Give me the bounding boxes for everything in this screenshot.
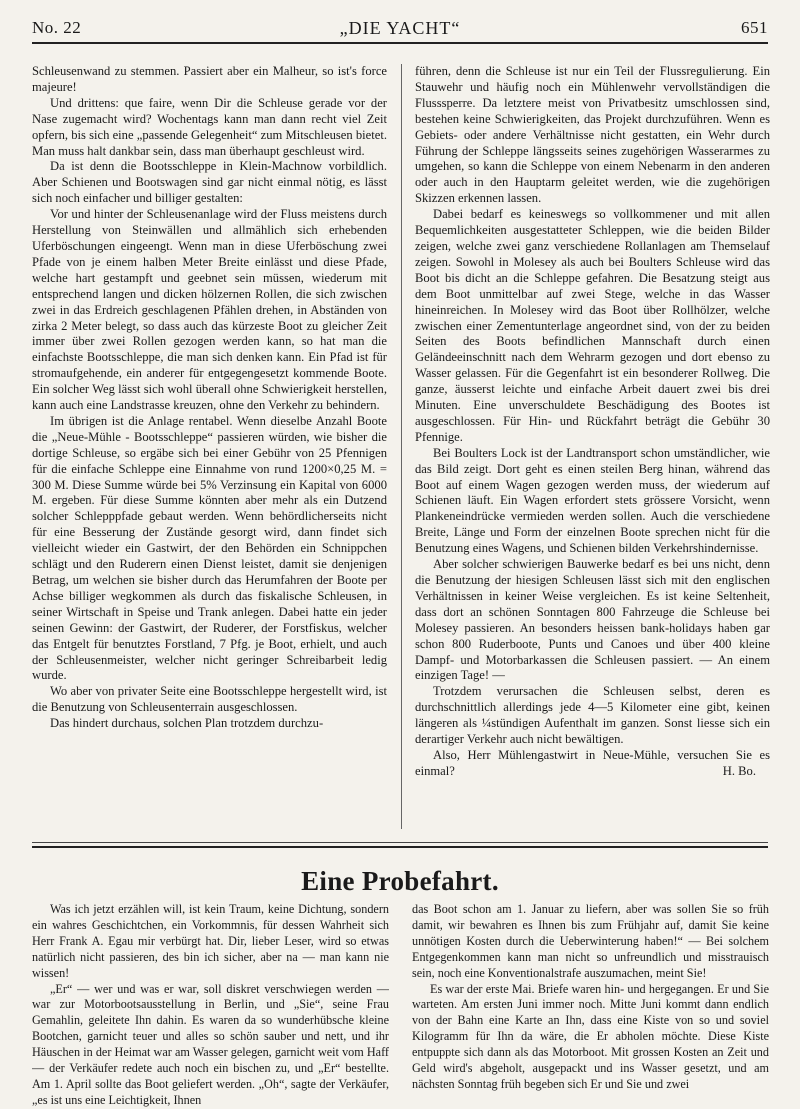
paragraph: Trotzdem verursachen die Schleusen selbst, deren es durchschnittlich allerdings jede 4—5 Kilometer eine gibt, keinen längeren als ¼stündigen Aufenthalt im ganzen. Sonst liesse sich ein derartiger Verkehr auch nicht bewältigen. xyxy=(415,684,770,747)
paragraph: „Er“ — wer und was er war, soll diskret verschwiegen werden — war zur Motorbootsausstellung in Berlin, und „Sie“, seine Frau Gemahlin, geleitete Ihn dahin. Es waren da so wunderhübsche kleine Bootchen, garnicht teuer und alles so schön sauber und nett, und ihr Häuschen in der Heimat war am Wasser gelegen, garnicht weit vom Haff — der Verkäufer redete auch noch ein bischen zu, und „Er“ bestellte. Am 1. April sollte das Boot geliefert werden. „Oh“, sagte der Verkäufer, „es ist uns eine Leichtigkeit, Ihnen xyxy=(32,981,389,1107)
section-rule-thick xyxy=(32,846,768,848)
article2-title: Eine Probefahrt. xyxy=(301,866,499,896)
paragraph: Da ist denn die Bootsschleppe in Klein-Machnow vorbildlich. Aber Schienen und Bootswagen sind gar nicht einmal nötig, es lässt sich noch einfacher und billiger gestalten: xyxy=(32,159,387,206)
header-rule xyxy=(32,42,768,44)
section-rule-thin xyxy=(32,842,768,843)
author-signature: H. Bo. xyxy=(722,763,756,778)
paragraph: Wo aber von privater Seite eine Bootsschleppe hergestellt wird, ist die Benutzung von Schleusenterrain ausgeschlossen. xyxy=(32,684,387,715)
paragraph: Also, Herr Mühlengastwirt in Neue-Mühle, versuchen Sie es einmal? xyxy=(415,747,770,778)
article2-right-column xyxy=(412,902,769,1109)
column-divider xyxy=(401,64,402,829)
article1-left-column xyxy=(32,64,387,832)
paragraph: das Boot schon am 1. Januar zu liefern, aber was sollen Sie so früh damit, wir bewahren es Ihnen bis zum Frühjahr auf, damit Sie keine unnötigen Kosten durch die Ueberwinterung haben!“ — Bei solchem Entgegenkommen kann man nicht so unfreundlich und misstrauisch sein, noch eine Konventionalstrafe auszumachen, meint Sie! xyxy=(412,902,769,980)
paragraph: Aber solcher schwierigen Bauwerke bedarf es bei uns nicht, denn die Benutzung der hiesigen Schleusen lässt sich mit den englischen Verhältnissen in keiner Weise vergleichen. Es ist keine Seltenheit, dass dort an schönen Sonntagen 800 Fahrzeuge die Schleuse bei Molesey passieren. An besonders heissen bank-holidays haben gar schon 800 Ruderboote, Punts und Canoes und über 400 kleine Dampf- und Motorbarkassen die Schleusen passiert. — An einem einzigen Tage! — xyxy=(415,557,770,683)
paragraph: Vor und hinter der Schleusenanlage wird der Fluss meistens durch Herstellung von Steinwällen und allmählich sich erhebenden Uferböschungen eingeengt. Wenn man in diese Uferböschung zwei Pfade von je einem halben Meter Breite einlässt und diese Pfade, welche hart gestampft und geebnet sein müssen, wiederum mit entsprechend langen und dicken hölzernen Rollen, die sich zwischen zwei in das Erdreich geschlagenen Pfählen drehen, in Abständen von zirka 2 Meter belegt, so dass auch das kürzeste Boot zu gleicher Zeit immer über zwei Rollen gezogen werden kann, so hat man die einfachste Bootsschleppe, die man sich denken kann. Ein Pfad ist für stromaufgehende, ein anderer für entgegengesetzt kommende Boote. Ein solcher Weg lässt sich wohl überall ohne Schwierigkeit herstellen, kann auch eine Landstrasse kreuzen, ohne den Verkehr zu behindern. xyxy=(32,207,387,413)
paragraph: Was ich jetzt erzählen will, ist kein Traum, keine Dichtung, sondern ein wahres Geschichtchen, ein Vorkommnis, für dessen Wahrheit sich Herr Frank A. Egau mir verbürgt hat. Dir, lieber Leser, wird so etwas natürlich nicht passieren, des bin ich sicher, aber na — man kann nie wissen! xyxy=(32,902,389,980)
page-header xyxy=(32,10,768,44)
article1-right-column xyxy=(415,64,770,832)
paragraph: Im übrigen ist die Anlage rentabel. Wenn dieselbe Anzahl Boote die „Neue-Mühle - Bootsschleppe“ passieren würden, wie bisher die dortige Schleuse, so ergäbe sich bei einer Gebühr von 25 Pfennigen für die einfache Schleppe eine Einnahme von rund 1200×0,25 M. = 300 M. Diese Summe würde bei 5% Verzinsung ein Kapital von 6000 M. ergeben. Für diese Summe könnten aber mehr als ein Dutzend solcher Schlepppfade gebaut werden. Wenn behördlicherseits nicht für eine Besserung der Zustände gesorgt wird, dann findet sich vielleicht wieder ein Gastwirt, der den Behörden ein Schnippchen schlägt und den Ruderern einen Dienst leistet, damit sie denjenigen Betrag, um welchen sie bisher durch das Herumfahren der Boote per Achse billiger wegkommen als durch das fiskalische Schleusen, in seiner Wirtschaft in Speise und Trank anlegen. Dabei hatte ein jeder seinen Gewinn: der Gastwirt, der Ruderer, der Forstfiskus, welcher das Entgelt für benutztes Forstland, 7 Pfg. je Boot, erhielt, und auch der Schleusenmeister, welcher nicht geringer Schreibarbeit ledig wurde. xyxy=(32,413,387,683)
paragraph: Es war der erste Mai. Briefe waren hin- und hergegangen. Er und Sie warteten. Am ersten Juni immer noch. Mitte Juni kommt dann endlich von der Bahn eine Karte an Ihn, dass eine Kiste von so und soviel Kilogramm für Ihn da wäre, die Er abholen möchte. Diese Kiste entpuppte sich dann als das Motorboot. Mit grossen Kosten an Zeit und Geld wird's abgeholt, ausgepackt und ins Wasser gesetzt, und am nächsten Sonntag früh begeben sich Er und Sie und zwei xyxy=(412,981,769,1091)
paragraph: Dabei bedarf es keineswegs so vollkommener und mit allen Bequemlichkeiten ausgestatteter Schleppen, wie die beiden Bilder zeigen, welche zwei ganz verschiedene Rollanlagen am Themselauf zeigen. Sowohl in Molesey als auch bei Boulters Schleuse wird das Boot bis dicht an die Schleppe gefahren. Die Besatzung steigt aus dem Boot unmittelbar auf zwei Stege, welche in das Wasser hineinreichen. In Molesey wird das Boot über Rollhölzer, welche zwischen einer Zementunterlage angeordnet sind, von der zu beiden Seiten des Boots befindlichen Mannschaft durch einen Geländeeinschnitt nach dem Wehrarm gezogen und dort ebenso zu Wasser gelassen. Für die Gegenfahrt ist ein besonderer Rollweg. Die ganze, äusserst leichte und einfache Arbeit dauert zwei bis drei Minuten. Eine unverschuldete Beschädigung des Bootes ist ausgeschlossen. Für Hin- und Rückfahrt beträgt die Gebühr 30 Pfennige. xyxy=(415,207,770,444)
paragraph: führen, denn die Schleuse ist nur ein Teil der Flussregulierung. Ein Stauwehr und häufig noch ein Mühlenwehr vervollständigen die Flusssperre. Da letztere meist von Privatbesitz umschlossen sind, bestehen keine Schwierigkeiten, das Projekt durchzuführen. Wenn es Gebiets- oder andere Verhältnisse nicht gestatten, ein Wehr durch Führung der Schleppe längsseits seines zugehörigen Wasserarmes zu umgehen, so kann die Schleppe von einem Nebenarm in den anderen oder auch in den Hauptarm geleitet werden, wie die zugehörigen Skizzen erkennen lassen. xyxy=(415,64,770,206)
paragraph: Schleusenwand zu stemmen. Passiert aber ein Malheur, so ist's force majeure! xyxy=(32,64,387,94)
paragraph: Das hindert durchaus, solchen Plan trotzdem durchzu- xyxy=(50,716,324,731)
paragraph: Bei Boulters Lock ist der Landtransport schon umständlicher, wie das Bild zeigt. Dort geht es einen steilen Berg hinan, während das Boot auf einem Wagen gezogen werden muss, der wiederum auf Schienen läuft. Ein Wagen erfordert stets grössere Vorsicht, wenn Plankeneindrücke vermieden werden sollen. Auch die verschiedene Breite, Länge und Form der einzelnen Boote sprechen nicht für die Benutzung eines Wagens, und Schienen bilden Verkehrshindernisse. xyxy=(415,445,770,556)
article2-left-column xyxy=(32,902,389,1109)
paragraph: Und drittens: que faire, wenn Dir die Schleuse gerade vor der Nase zugemacht wird? Wochentags kann man dann recht viel Zeit opfern, bis sich eine „passende Gelegenheit“ zum Mitschleusen bietet. Man muss halt dankbar sein, dass man überhaupt geschleust wird. xyxy=(32,95,387,158)
issue-number: No. 22 xyxy=(32,18,82,37)
magazine-title: „DIE YACHT“ xyxy=(339,18,461,38)
page-number: 651 xyxy=(741,18,768,37)
